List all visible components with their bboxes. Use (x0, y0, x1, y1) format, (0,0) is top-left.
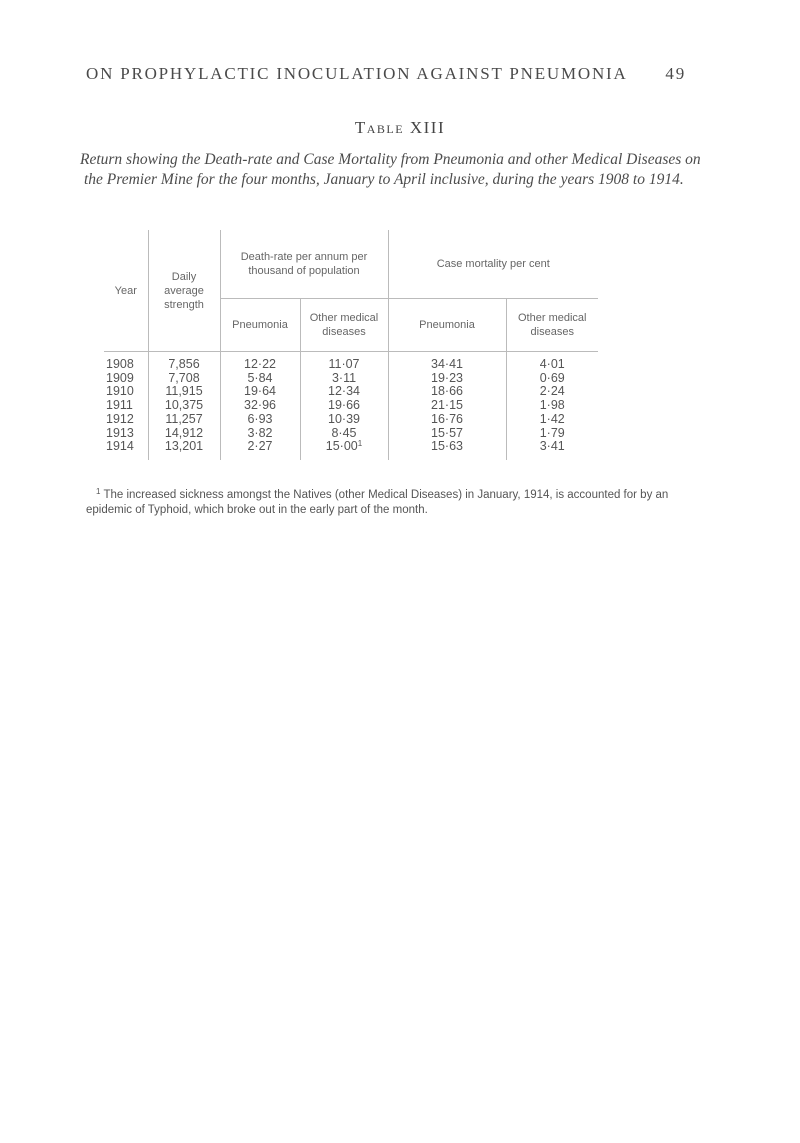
cell-strength: 14,912 (148, 427, 220, 441)
cell-cm-other: 1·98 (539, 398, 565, 413)
cell-cm-other: 1·79 (539, 425, 565, 440)
cell-dr-other: 19·66 (300, 399, 388, 413)
cell-year: 1911 (104, 399, 148, 413)
cell-cm-pneumonia: 19·23 (388, 372, 506, 386)
cell-dr-other: 3·11 (300, 372, 388, 386)
cell-value: 15·00 (325, 439, 358, 454)
cell-dr-other: 11·07 (300, 352, 388, 372)
cell-strength: 10,375 (148, 399, 220, 413)
table-row (104, 413, 598, 427)
cell-year: 1914 (104, 440, 148, 460)
cell-year: 1912 (104, 413, 148, 427)
running-title: ON PROPHYLACTIC INOCULATION AGAINST PNEUMONIA (86, 64, 628, 83)
footnote-marker: 1 (357, 439, 363, 449)
page-number: 49 (665, 64, 686, 83)
header-strength: Daily average strength (148, 230, 220, 352)
table-row (104, 352, 598, 372)
cell-dr-other: 8·45 (300, 427, 388, 441)
cell-year: 1909 (104, 372, 148, 386)
table-row (104, 440, 598, 460)
cell-cm-pneumonia: 21·15 (388, 399, 506, 413)
table-row (104, 372, 598, 386)
cell-dr-pneumonia: 12·22 (220, 352, 300, 372)
table-label: Table XIII (354, 118, 446, 137)
cell-strength: 7,856 (148, 352, 220, 372)
cell-cm-other: 2·24 (539, 384, 565, 399)
footnote (86, 488, 704, 518)
cell-cm-pneumonia: 16·76 (388, 413, 506, 427)
cell-dr-other (300, 440, 388, 460)
cell-dr-other: 12·34 (300, 385, 388, 399)
cell-strength: 11,257 (148, 413, 220, 427)
header-case-mortality: Case mortality per cent (388, 230, 598, 299)
footnote-text: The increased sickness amongst the Natives (other Medical Diseases) in January, 1914, is accounted for by an epidemic of Typhoid, which broke out in the early part of the month. (86, 489, 669, 516)
cell-strength: 13,201 (148, 440, 220, 460)
header-cm-pneumonia: Pneumonia (388, 299, 506, 352)
header-death-rate: Death-rate per annum per thousand of population (220, 230, 388, 299)
cell-dr-pneumonia: 5·84 (220, 372, 300, 386)
cell-year: 1908 (104, 352, 148, 372)
footnote-mark: 1 (96, 487, 101, 496)
cell-cm-other: 3·41 (539, 439, 565, 454)
cell-dr-pneumonia: 2·27 (220, 440, 300, 460)
cell-cm-pneumonia: 15·57 (388, 427, 506, 441)
header-dr-pneumonia: Pneumonia (220, 299, 300, 352)
table-caption: Return showing the Death-rate and Case Mortality from Pneumonia and other Medical Diseases on the Premier Mine for the four months, January to April inclusive, during the years 1908 to 1914. (80, 151, 701, 188)
cell-cm-pneumonia: 18·66 (388, 385, 506, 399)
cell-dr-pneumonia: 3·82 (220, 427, 300, 441)
table-row (104, 399, 598, 413)
cell-strength: 11,915 (148, 385, 220, 399)
header-year: Year (104, 230, 148, 352)
cell-cm-pneumonia: 15·63 (388, 440, 506, 460)
cell-year: 1910 (104, 385, 148, 399)
cell-cm-other: 0·69 (539, 370, 565, 385)
cell-dr-pneumonia: 6·93 (220, 413, 300, 427)
cell-cm-other: 1·42 (539, 411, 565, 426)
cell-strength: 7,708 (148, 372, 220, 386)
header-cm-other: Other medical diseases (506, 299, 598, 352)
header-dr-other: Other medical diseases (300, 299, 388, 352)
mortality-table (104, 230, 598, 460)
cell-dr-pneumonia: 19·64 (220, 385, 300, 399)
cell-cm-pneumonia: 34·41 (388, 352, 506, 372)
table-row (104, 385, 598, 399)
cell-dr-other: 10·39 (300, 413, 388, 427)
table-row (104, 427, 598, 441)
running-head (86, 64, 686, 84)
cell-year: 1913 (104, 427, 148, 441)
cell-dr-pneumonia: 32·96 (220, 399, 300, 413)
cell-cm-other: 4·01 (539, 357, 565, 371)
